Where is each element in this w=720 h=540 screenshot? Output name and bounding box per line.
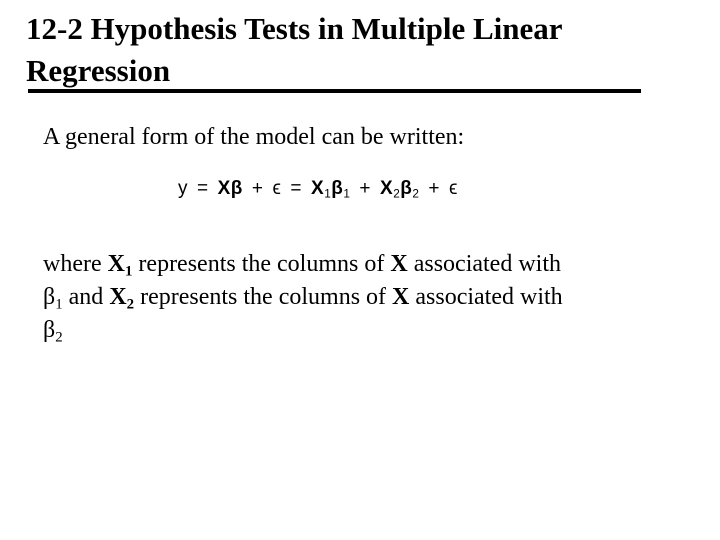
- text-associated-1: associated with: [407, 251, 561, 277]
- eq-X1-subscript: 1: [324, 187, 332, 201]
- slide-title-line-1: 12-2 Hypothesis Tests in Multiple Linear: [26, 11, 563, 46]
- slide-title: [26, 8, 696, 92]
- explanation-line-2: [43, 281, 693, 314]
- text-represents-2: represents the columns of: [134, 284, 393, 310]
- eq-plus-3: +: [428, 178, 441, 199]
- explanation-line-1: [43, 248, 693, 281]
- eq-plus-2: +: [359, 178, 372, 199]
- text-represents-1: represents the columns of: [132, 251, 391, 277]
- model-equation: [178, 174, 458, 204]
- text-beta2-subscript: 2: [55, 329, 63, 346]
- text-X-matrix-1: X: [390, 251, 408, 277]
- text-beta1-subscript: 1: [55, 296, 63, 313]
- eq-X2: X: [380, 178, 394, 199]
- eq-beta2: β: [400, 178, 413, 199]
- text-X-matrix-2: X: [392, 284, 410, 310]
- text-X1-subscript: 1: [124, 263, 133, 280]
- eq-epsilon-1: ϵ: [272, 178, 282, 199]
- eq-X2-subscript: 2: [393, 187, 401, 201]
- text-X2-subscript: 2: [126, 296, 135, 313]
- text-and: and: [62, 284, 110, 310]
- text-beta2: β: [43, 317, 56, 343]
- eq-beta2-subscript: 2: [412, 187, 420, 201]
- eq-X: X: [217, 178, 231, 199]
- eq-beta: β: [230, 178, 243, 199]
- eq-equals-1: =: [197, 178, 209, 199]
- eq-beta1-subscript: 1: [343, 187, 351, 201]
- intro-text: A general form of the model can be written:: [43, 124, 465, 150]
- text-X2: X: [109, 284, 127, 310]
- text-where: where: [43, 251, 108, 277]
- title-underline: [28, 89, 641, 93]
- eq-epsilon-2: ϵ: [449, 178, 458, 199]
- explanation-text: [43, 248, 693, 347]
- eq-y: y: [178, 178, 188, 199]
- slide-title-line-2: Regression: [26, 53, 171, 88]
- text-X1: X: [107, 251, 125, 277]
- eq-X1: X: [311, 178, 325, 199]
- eq-plus-1: +: [251, 178, 264, 199]
- explanation-line-3: [43, 314, 693, 347]
- eq-equals-2: =: [290, 178, 303, 199]
- text-associated-2: associated with: [409, 284, 563, 310]
- eq-beta1: β: [331, 178, 344, 199]
- text-beta1: β: [43, 284, 56, 310]
